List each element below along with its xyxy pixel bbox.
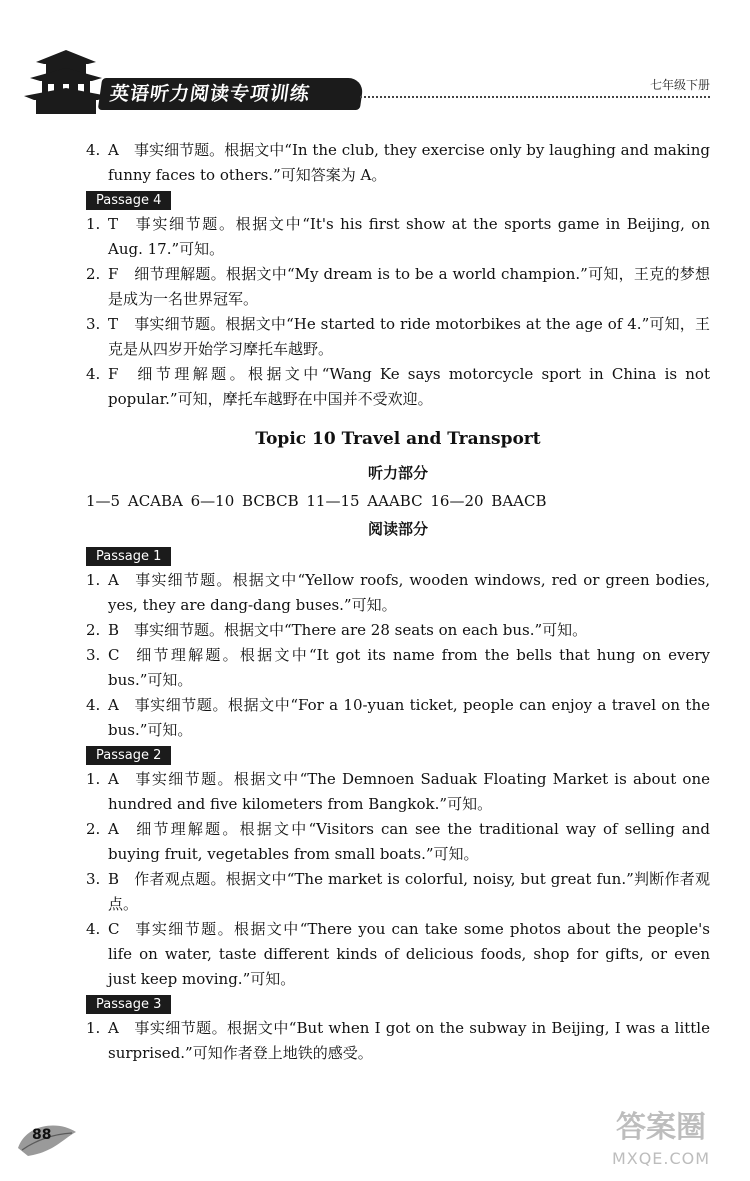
item-answer: A xyxy=(108,770,119,788)
item-answer: F xyxy=(108,265,119,283)
passage-3-label: Passage 3 xyxy=(86,995,171,1014)
item-answer: B xyxy=(108,621,120,639)
reading-heading: 阅读部分 xyxy=(367,520,428,538)
item-number: 1. xyxy=(86,1019,101,1037)
answer-content xyxy=(86,138,710,1066)
page-number: 88 xyxy=(32,1127,52,1143)
item-explanation: 细节理解题。根据文中“It got its name from the bells that hung on every bus.”可知。 xyxy=(108,646,710,689)
item-explanation: 事实细节题。根据文中“He started to ride motorbikes at the age of 4.”可知，王克是从四岁开始学习摩托车越野。 xyxy=(108,315,710,358)
passage-3-answers xyxy=(86,1016,710,1066)
item-answer: A xyxy=(108,1019,119,1037)
item-number: 2. xyxy=(86,820,101,838)
item-explanation: 细节理解题。根据文中“My dream is to be a world champion.”可知，王克的梦想是成为一名世界冠军。 xyxy=(108,265,710,308)
item-number: 4. xyxy=(86,141,101,159)
item-number: 3. xyxy=(86,315,101,333)
answer-item xyxy=(86,817,710,867)
item-explanation: 事实细节题。根据文中“There you can take some photos about the people's life on water, taste different kinds of delicious foods, shop for gifts, or even just keep moving.”可知。 xyxy=(108,920,710,988)
answer-item xyxy=(86,618,710,643)
listening-answers: 1—5 ACABA 6—10 BCBCB 11—15 AAABC 16—20 BAACB xyxy=(86,492,547,510)
item-number: 4. xyxy=(86,696,101,714)
item-number: 3. xyxy=(86,870,101,888)
answer-item xyxy=(86,917,710,992)
item-answer: T xyxy=(108,315,119,333)
item-explanation: 事实细节题。根据文中“The Demnoen Saduak Floating Market is about one hundred and five kilometers from Bangkok.”可知。 xyxy=(108,770,710,813)
series-title: 英语听力阅读专项训练 xyxy=(98,78,364,110)
answer-item xyxy=(86,362,710,412)
passage-4-answers xyxy=(86,212,710,412)
pagoda-logo-icon xyxy=(22,48,110,116)
answer-item xyxy=(86,693,710,743)
answer-item xyxy=(86,1016,710,1066)
item-answer: B xyxy=(108,870,120,888)
item-answer: A xyxy=(108,696,119,714)
answer-item xyxy=(86,138,710,188)
listening-heading: 听力部分 xyxy=(367,464,428,482)
item-number: 4. xyxy=(86,920,101,938)
item-answer: F xyxy=(108,365,119,383)
page-number-badge xyxy=(14,1118,80,1162)
answer-item xyxy=(86,767,710,817)
item-number: 2. xyxy=(86,621,101,639)
header-dotted-rule xyxy=(360,96,710,98)
passage-4-label: Passage 4 xyxy=(86,191,171,210)
answer-item xyxy=(86,212,710,262)
item-number: 1. xyxy=(86,215,101,233)
passage-3-prev-answers xyxy=(86,138,710,188)
item-explanation: 作者观点题。根据文中“The market is colorful, noisy, but great fun.”判断作者观点。 xyxy=(108,870,710,913)
item-answer: A xyxy=(108,820,119,838)
passage-1-label: Passage 1 xyxy=(86,547,171,566)
answer-item xyxy=(86,643,710,693)
item-answer: C xyxy=(108,646,120,664)
item-answer: T xyxy=(108,215,119,233)
answer-item xyxy=(86,568,710,618)
item-explanation: 事实细节题。根据文中“There are 28 seats on each bus.”可知。 xyxy=(134,621,588,639)
item-explanation: 事实细节题。根据文中“For a 10-yuan ticket, people can enjoy a travel on the bus.”可知。 xyxy=(108,696,710,739)
item-explanation: 细节理解题。根据文中“Wang Ke says motorcycle sport in China is not popular.”可知，摩托车越野在中国并不受欢迎。 xyxy=(108,365,710,408)
answer-item xyxy=(86,262,710,312)
passage-1-answers xyxy=(86,568,710,743)
item-answer: C xyxy=(108,920,120,938)
item-number: 4. xyxy=(86,365,101,383)
item-answer: A xyxy=(108,141,119,159)
item-explanation: 事实细节题。根据文中“It's his first show at the sports game in Beijing, on Aug. 17.”可知。 xyxy=(108,215,710,258)
item-number: 1. xyxy=(86,770,101,788)
watermark-logo-text: 答案圈 xyxy=(616,1110,706,1145)
grade-label: 七年级下册 xyxy=(649,78,710,92)
item-number: 1. xyxy=(86,571,101,589)
item-explanation: 细节理解题。根据文中“Visitors can see the traditional way of selling and buying fruit, vegetables from small boats.”可知。 xyxy=(108,820,710,863)
site-watermark xyxy=(586,1108,736,1176)
passage-2-label: Passage 2 xyxy=(86,746,171,765)
item-explanation: 事实细节题。根据文中“But when I got on the subway in Beijing, I was a little surprised.”可知作者登上地铁的感受。 xyxy=(108,1019,710,1062)
answer-item xyxy=(86,867,710,917)
item-answer: A xyxy=(108,571,119,589)
item-explanation: 事实细节题。根据文中“Yellow roofs, wooden windows, red or green bodies, yes, they are dang-dang buses.”可知。 xyxy=(108,571,710,614)
passage-2-answers xyxy=(86,767,710,992)
topic-title: Topic 10 Travel and Transport xyxy=(255,429,541,449)
page-header xyxy=(0,0,750,120)
item-number: 3. xyxy=(86,646,101,664)
watermark-url: MXQE.COM xyxy=(611,1149,711,1168)
item-explanation: 事实细节题。根据文中“In the club, they exercise only by laughing and making funny faces to others.”可知答案为 A。 xyxy=(108,141,710,184)
answer-item xyxy=(86,312,710,362)
item-number: 2. xyxy=(86,265,101,283)
